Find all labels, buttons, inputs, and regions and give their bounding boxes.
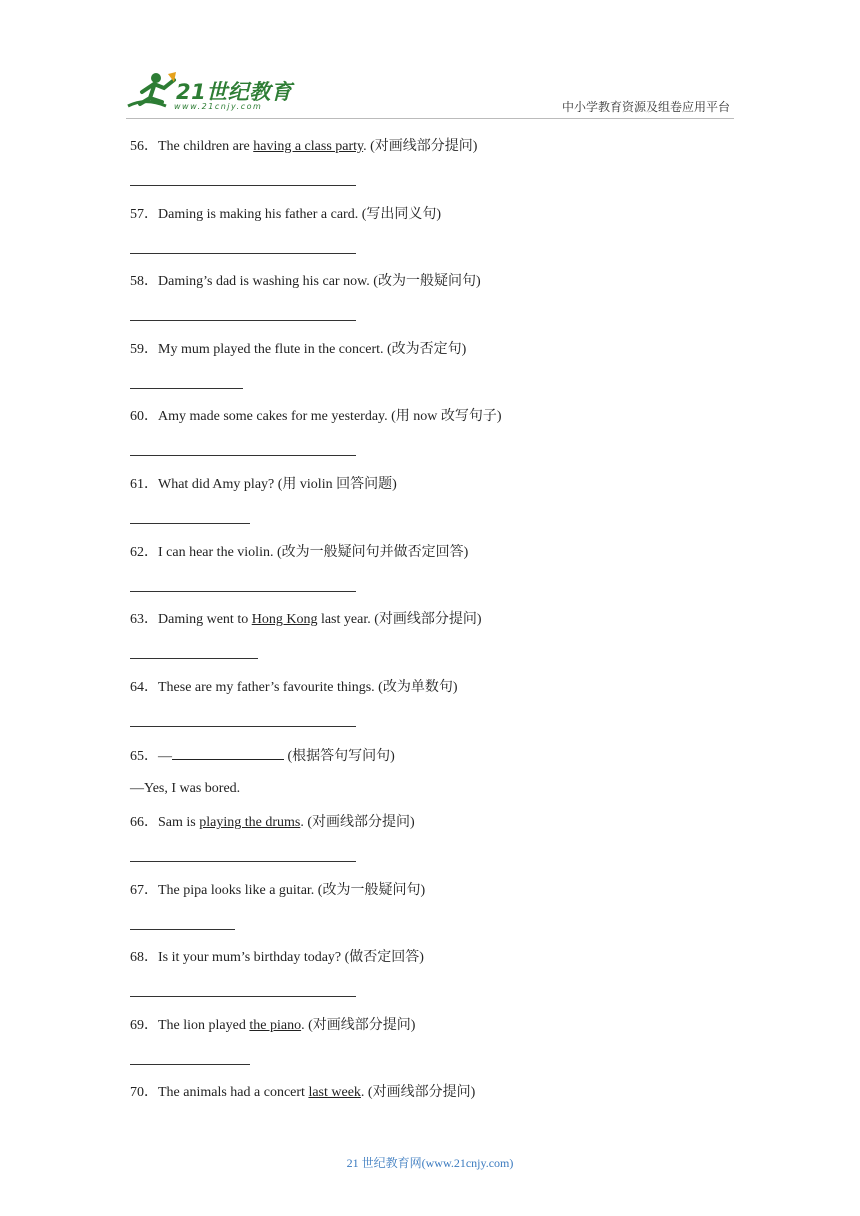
answer-line[interactable] <box>130 929 235 930</box>
page-header <box>0 0 860 128</box>
underlined-part: playing the drums <box>199 814 301 830</box>
question-pre: The lion played <box>158 1017 250 1033</box>
dash: — <box>158 749 172 765</box>
logo-text: 21世纪教育 <box>176 80 293 104</box>
question-item <box>130 745 750 813</box>
question-number: 67． <box>130 882 158 898</box>
answer-line[interactable] <box>130 320 356 321</box>
question-number: 60． <box>130 409 158 425</box>
answer-blank[interactable] <box>172 745 284 760</box>
question-number: 58． <box>130 274 158 290</box>
underlined-part: the piano <box>249 1017 302 1033</box>
question-post: last year. (对画线部分提问) <box>317 612 482 628</box>
question-post: . (对画线部分提问) <box>360 1085 476 1101</box>
question-number: 63． <box>130 612 158 628</box>
question-item <box>130 1016 750 1084</box>
question-text <box>130 543 750 563</box>
question-item <box>130 948 750 1016</box>
question-item <box>130 475 750 543</box>
question-pre: Sam is <box>158 814 200 830</box>
question-text <box>130 475 750 495</box>
question-text <box>130 272 750 292</box>
page-footer: 21 世纪教育网(www.21cnjy.com) <box>346 1156 514 1170</box>
underlined-part: Hong Kong <box>251 612 318 628</box>
question-pre: The pipa looks like a guitar. (改为一般疑问句) <box>158 882 426 898</box>
question-note: (根据答句写问句) <box>284 749 395 765</box>
underlined-part: last week <box>308 1085 361 1101</box>
question-number: 66． <box>130 814 158 830</box>
question-pre: Daming went to <box>158 612 252 628</box>
question-pre: Daming is making his father a card. (写出同义句) <box>158 206 442 222</box>
question-number: 70． <box>130 1085 158 1101</box>
header-platform-name: 中小学教育资源及组卷应用平台 <box>561 100 730 114</box>
question-text <box>130 881 750 901</box>
question-list <box>130 137 750 1151</box>
question-number: 59． <box>130 341 158 357</box>
question-post: . (对画线部分提问) <box>300 814 415 830</box>
answer-line[interactable] <box>130 726 356 727</box>
question-item <box>130 610 750 678</box>
question-item <box>130 881 750 949</box>
question-pre: I can hear the violin. (改为一般疑问句并做否定回答) <box>158 544 469 560</box>
answer-line[interactable] <box>130 996 356 997</box>
question-text <box>130 610 750 630</box>
question-text <box>130 137 750 157</box>
question-number: 65． <box>130 749 158 765</box>
question-text <box>130 205 750 225</box>
question-pre: Amy made some cakes for me yesterday. (用 now 改写句子) <box>158 409 502 425</box>
question-text <box>130 407 750 427</box>
question-text <box>130 948 750 968</box>
answer-line[interactable] <box>130 253 356 254</box>
question-item <box>130 678 750 746</box>
question-item <box>130 272 750 340</box>
question-number: 68． <box>130 950 158 966</box>
question-pre: The children are <box>158 139 254 154</box>
answer-line[interactable] <box>130 185 356 186</box>
question-number: 56． <box>130 139 158 154</box>
question-number: 61． <box>130 476 158 492</box>
question-text <box>130 340 750 360</box>
answer-line[interactable] <box>130 455 356 456</box>
answer-line[interactable] <box>130 1064 250 1065</box>
header-divider <box>126 118 734 119</box>
question-text <box>130 745 750 767</box>
question-text <box>130 1016 750 1036</box>
question-pre: Daming’s dad is washing his car now. (改为一般疑问句) <box>158 274 481 290</box>
question-pre: My mum played the flute in the concert. (改为否定句) <box>158 341 467 357</box>
question-text <box>130 678 750 698</box>
question-text <box>130 1083 750 1103</box>
question-item <box>130 407 750 475</box>
question-item <box>130 340 750 408</box>
question-number: 64． <box>130 679 158 695</box>
question-pre: These are my father’s favourite things. (改为单数句) <box>158 679 458 695</box>
logo-url: www.21cnjy.com <box>174 102 263 111</box>
question-pre: The animals had a concert <box>158 1085 309 1101</box>
answer-line[interactable] <box>130 658 258 659</box>
answer-line[interactable] <box>130 861 356 862</box>
question-post: . (对画线部分提问) <box>363 139 478 154</box>
question-pre: Is it your mum’s birthday today? (做否定回答) <box>158 950 424 966</box>
question-item <box>130 1083 750 1151</box>
question-item <box>130 543 750 611</box>
question-item <box>130 813 750 881</box>
answer-line[interactable] <box>130 388 243 389</box>
question-post: . (对画线部分提问) <box>301 1017 416 1033</box>
question-number: 62． <box>130 544 158 560</box>
answer-line[interactable] <box>130 523 250 524</box>
reply-text: —Yes, I was bored. <box>130 781 241 797</box>
question-item <box>130 205 750 273</box>
question-item <box>130 137 750 205</box>
question-number: 57． <box>130 206 158 222</box>
answer-line[interactable] <box>130 591 356 592</box>
question-text <box>130 813 750 833</box>
question-number: 69． <box>130 1017 158 1033</box>
underlined-part: having a class party <box>253 139 364 154</box>
question-pre: What did Amy play? (用 violin 回答问题) <box>158 476 397 492</box>
